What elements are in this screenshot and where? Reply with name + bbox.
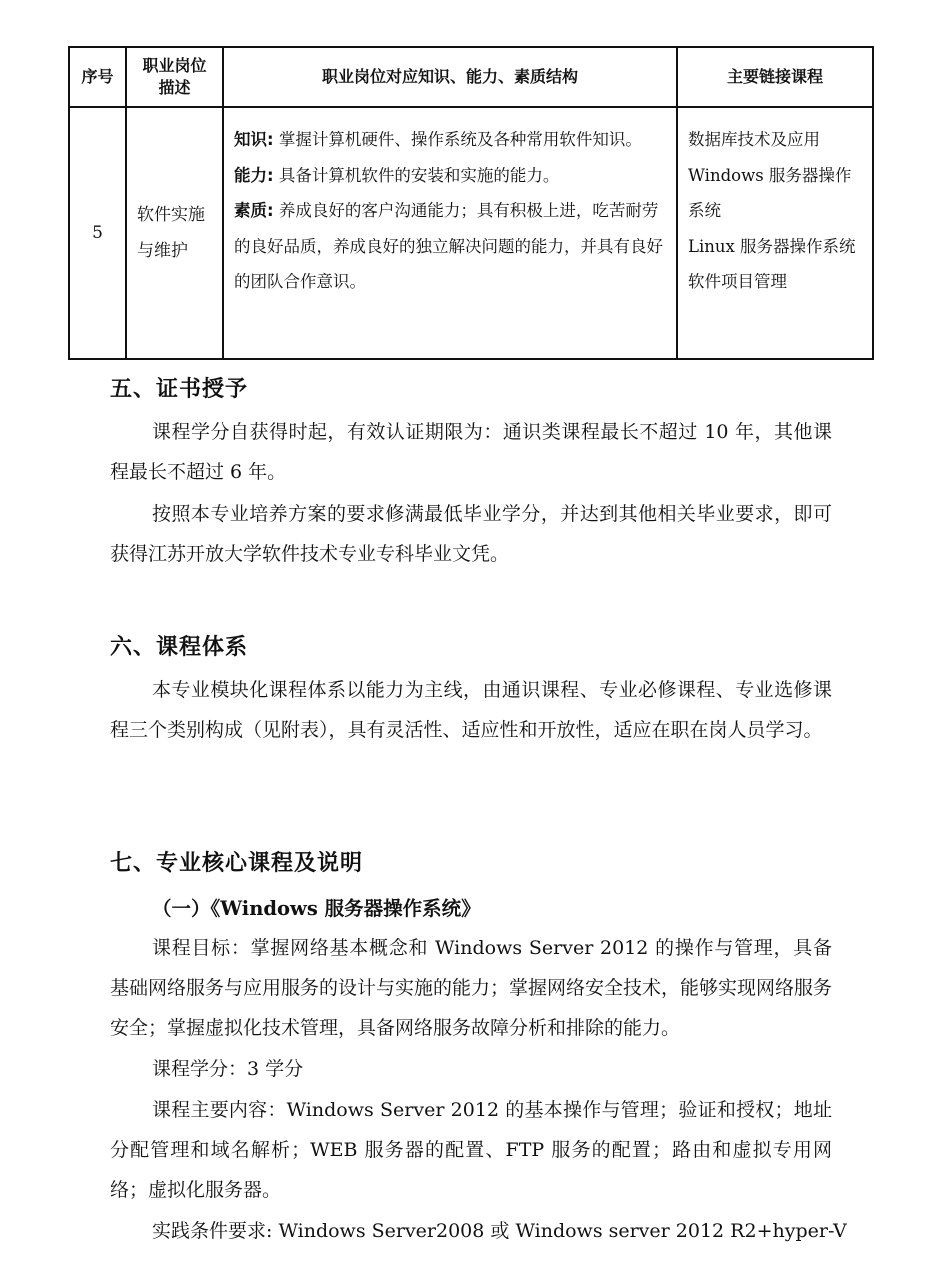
course-item: 系统 bbox=[688, 201, 721, 220]
row-post bbox=[126, 107, 223, 359]
course-goal: 课程目标：掌握网络基本概念和 Windows Server 2012 的操作与管理，具备基础网络服务与应用服务的设计与实施的能力；掌握网络安全技术，能够实现网络服务安全；掌握虚拟化技术管理，具备网络服务故障分析和排除的能力。 bbox=[110, 937, 833, 1039]
section-6-title: 六、课程体系 bbox=[110, 635, 249, 660]
ability-text: 具备计算机软件的安装和实施的能力。 bbox=[278, 165, 560, 185]
course-item: 数据库技术及应用 bbox=[688, 130, 820, 149]
course-content: 课程主要内容：Windows Server 2012 的基本操作与管理；验证和授权；地址分配管理和域名解析；WEB 服务器的配置、FTP 服务的配置；路由和虚拟专用网络；虚拟化服务器。 bbox=[110, 1099, 832, 1201]
section-5-title: 五、证书授予 bbox=[110, 377, 249, 402]
table-row bbox=[69, 107, 873, 359]
header-post-line2: 描述 bbox=[158, 78, 191, 97]
knowledge-line bbox=[234, 122, 668, 158]
quality-label: 素质: bbox=[234, 201, 274, 220]
table-header-row bbox=[69, 47, 873, 107]
job-structure-table bbox=[68, 46, 874, 360]
ability-label: 能力: bbox=[234, 165, 274, 185]
row-structure bbox=[223, 107, 677, 359]
course-credit: 课程学分：3 学分 bbox=[152, 1058, 304, 1080]
knowledge-label: 知识: bbox=[234, 130, 274, 149]
section-5-paragraph-2: 按照本专业培养方案的要求修满最低毕业学分，并达到其他相关毕业要求，即可获得江苏开放大学软件技术专业专科毕业文凭。 bbox=[110, 503, 832, 565]
quality-text: 养成良好的客户沟通能力；具有积极上进，吃苦耐劳的良好品质，养成良好的独立解决问题的能力，并具有良好的团队合作意识。 bbox=[234, 201, 663, 291]
ability-line bbox=[234, 158, 668, 194]
header-post-line1: 职业岗位 bbox=[142, 56, 207, 75]
section-6-paragraph-1: 本专业模块化课程体系以能力为主线，由通识课程、专业必修课程、专业选修课程三个类别构成（见附表），具有灵活性、适应性和开放性，适应在职在岗人员学习。 bbox=[110, 679, 832, 741]
quality-line bbox=[234, 193, 668, 300]
knowledge-text: 掌握计算机硬件、操作系统及各种常用软件知识。 bbox=[278, 130, 642, 149]
header-structure: 职业岗位对应知识、能力、素质结构 bbox=[223, 47, 677, 107]
course-item: 软件项目管理 bbox=[688, 272, 787, 291]
subsection-1-title: （一）《Windows 服务器操作系统》 bbox=[152, 897, 481, 920]
header-courses: 主要链接课程 bbox=[677, 47, 873, 107]
course-item: Linux 服务器操作系统 bbox=[688, 236, 856, 256]
row-post-line1: 软件实施 bbox=[137, 205, 205, 225]
row-post-line2: 与维护 bbox=[137, 241, 188, 261]
row-courses bbox=[677, 107, 873, 359]
header-post bbox=[126, 47, 223, 107]
row-num: 5 bbox=[69, 107, 126, 359]
section-5-paragraph-1: 课程学分自获得时起，有效认证期限为：通识类课程最长不超过 10 年，其他课程最长不超过 6 年。 bbox=[110, 421, 832, 483]
practice-requirements: 实践条件要求: Windows Server2008 或 Windows server 2012 R2+hyper-V bbox=[152, 1220, 847, 1242]
section-7-title: 七、专业核心课程及说明 bbox=[110, 851, 364, 876]
course-item: Windows 服务器操作 bbox=[688, 165, 852, 185]
header-num: 序号 bbox=[69, 47, 126, 107]
